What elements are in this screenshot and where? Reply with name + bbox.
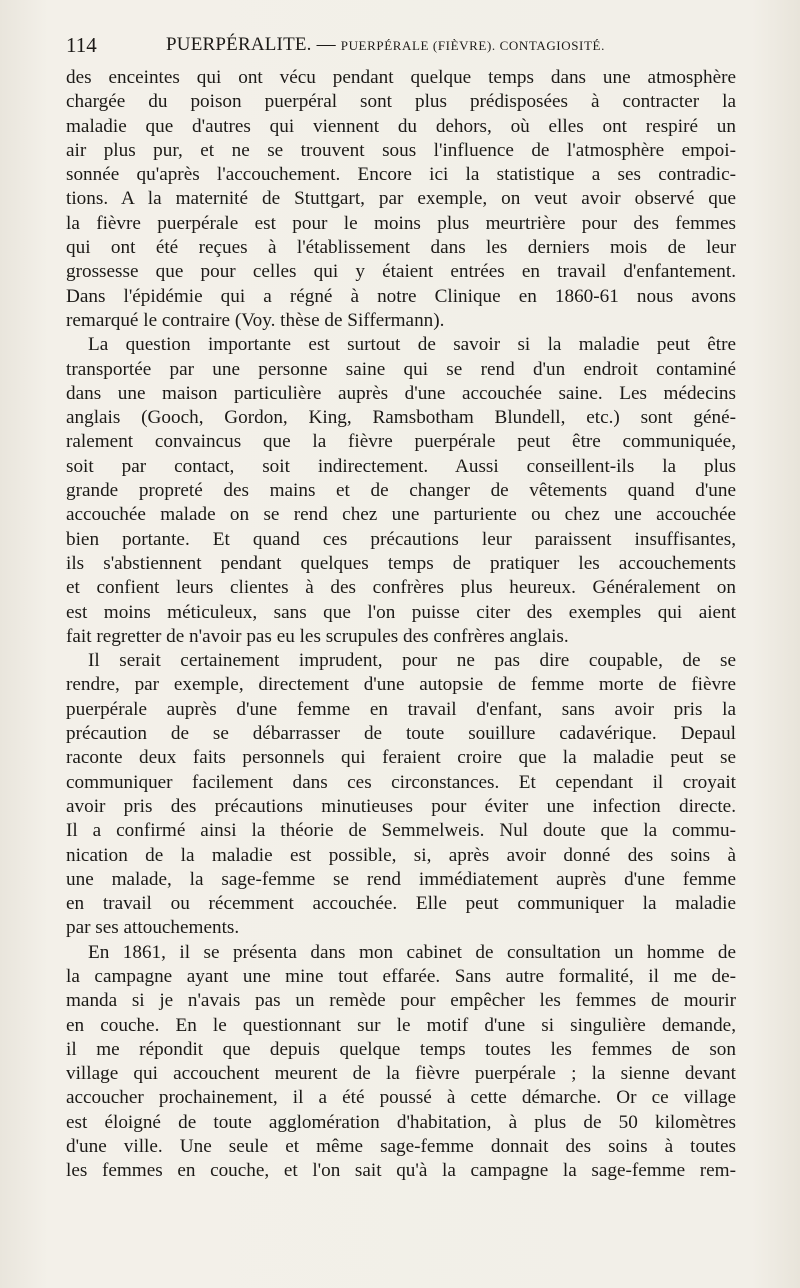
text-line: rendre, par exemple, directement d'une autopsie de femme morte de fièvre — [66, 674, 736, 696]
text-line: les femmes en couche, et l'on sait qu'à la campagne la sage-femme rem- — [66, 1160, 736, 1182]
text-line: la campagne ayant une mine tout effarée. Sans autre formalité, il me de- — [66, 965, 736, 987]
text-line: ils s'abstiennent pendant quelques temps de pratiquer les accouchements — [66, 552, 736, 574]
text-line: accoucher prochainement, il a été poussé à cette démarche. Or ce village — [66, 1087, 736, 1109]
text-line: soit par contact, soit indirectement. Aussi conseillent-ils la plus — [66, 455, 736, 477]
text-line: en travail ou récemment accouchée. Elle peut communiquer la maladie — [66, 893, 736, 915]
text-line: tions. A la maternité de Stuttgart, par exemple, on veut avoir observé que — [66, 188, 736, 210]
text-line: raconte deux faits personnels qui feraient croire que la maladie peut se — [66, 747, 736, 769]
text-line: en couche. En le questionnant sur le motif d'une si singulière demande, — [66, 1014, 736, 1036]
paragraph-1 — [66, 66, 736, 333]
text-line: la fièvre puerpérale est pour le moins plus meurtrière pour des femmes — [66, 212, 736, 234]
text-line: d'une ville. Une seule et même sage-femme donnait des soins à toutes — [66, 1136, 736, 1158]
text-line: Dans l'épidémie qui a régné à notre Clinique en 1860-61 nous avons — [66, 285, 736, 307]
paragraph-2 — [66, 333, 736, 649]
text-line: bien portante. Et quand ces précautions leur paraissent insuffisantes, — [66, 528, 736, 550]
text-line: maladie que d'autres qui viennent du dehors, où elles ont respiré un — [66, 115, 736, 137]
text-line: La question importante est surtout de savoir si la maladie peut être — [88, 334, 736, 356]
text-line: chargée du poison puerpéral sont plus prédisposées à contracter la — [66, 91, 736, 113]
text-line: remarqué le contraire (Voy. thèse de Siffermann). — [66, 309, 445, 331]
paragraph-3 — [66, 649, 736, 941]
text-line: nication de la maladie est possible, si, après avoir donné des soins à — [66, 844, 736, 866]
text-line: grande propreté des mains et de changer de vêtements quand d'une — [66, 480, 736, 502]
running-head-sub: PUERPÉRALE (FIÈVRE). CONTAGIOSITÉ. — [340, 38, 605, 53]
text-line: fait regretter de n'avoir pas eu les scrupules des confrères anglais. — [66, 625, 569, 647]
text-line: Il a confirmé ainsi la théorie de Semmelweis. Nul doute que la commu- — [66, 820, 736, 842]
paragraph-4 — [66, 941, 736, 1184]
text-line: transportée par une personne saine qui se rend d'un endroit contaminé — [66, 358, 736, 380]
text-line: est éloigné de toute agglomération d'habitation, à plus de 50 kilomètres — [66, 1111, 736, 1133]
text-line: manda si je n'avais pas un remède pour empêcher les femmes de mourir — [66, 990, 736, 1012]
running-head-main: PUERPÉRALITE. — — [166, 34, 336, 55]
page-header — [66, 30, 738, 60]
text-line: communiquer facilement dans ces circonstances. Et cependant il croyait — [66, 771, 736, 793]
text-line: est moins méticuleux, sans que l'on puisse citer des exemples qui aient — [66, 601, 736, 623]
text-line: il me répondit que depuis quelque temps toutes les femmes de son — [66, 1038, 736, 1060]
text-line: grossesse que pour celles qui y étaient entrées en travail d'enfantement. — [66, 261, 736, 283]
text-line: ralement convaincus que la fièvre puerpérale peut être communiquée, — [66, 431, 736, 453]
text-line: En 1861, il se présenta dans mon cabinet de consultation un homme de — [88, 941, 736, 963]
page-number: 114 — [66, 33, 97, 57]
text-line: des enceintes qui ont vécu pendant quelque temps dans une atmosphère — [66, 67, 736, 88]
text-line: et confient leurs clientes à des confrères plus heureux. Généralement on — [66, 577, 736, 599]
body-text — [66, 66, 736, 1184]
text-line: dans une maison particulière auprès d'une accouchée saine. Les médecins — [66, 382, 736, 404]
text-line: par ses attouchements. — [66, 917, 240, 939]
text-line: Il serait certainement imprudent, pour ne pas dire coupable, de se — [88, 650, 736, 672]
text-line: accouchée malade on se rend chez une parturiente ou chez une accouchée — [66, 504, 736, 526]
text-line: village qui accouchent meurent de la fièvre puerpérale ; la sienne devant — [66, 1063, 736, 1085]
text-line: anglais (Gooch, Gordon, King, Ramsbotham Blundell, etc.) sont géné- — [66, 407, 736, 429]
text-line: une malade, la sage-femme se rend immédiatement auprès d'une femme — [66, 868, 736, 890]
text-line: qui ont été reçues à l'établissement dans les derniers mois de leur — [66, 237, 736, 259]
text-line: précaution de se débarrasser de toute souillure cadavérique. Depaul — [66, 723, 736, 745]
running-head — [166, 30, 605, 61]
text-line: puerpérale auprès d'une femme en travail d'enfant, sans avoir pris la — [66, 698, 736, 720]
text-line: avoir pris des précautions minutieuses pour éviter une infection directe. — [66, 795, 736, 817]
text-line: air plus pur, et ne se trouvent sous l'influence de l'atmosphère empoi- — [66, 139, 736, 161]
text-line: sonnée qu'après l'accouchement. Encore ici la statistique a ses contradic- — [66, 164, 736, 186]
